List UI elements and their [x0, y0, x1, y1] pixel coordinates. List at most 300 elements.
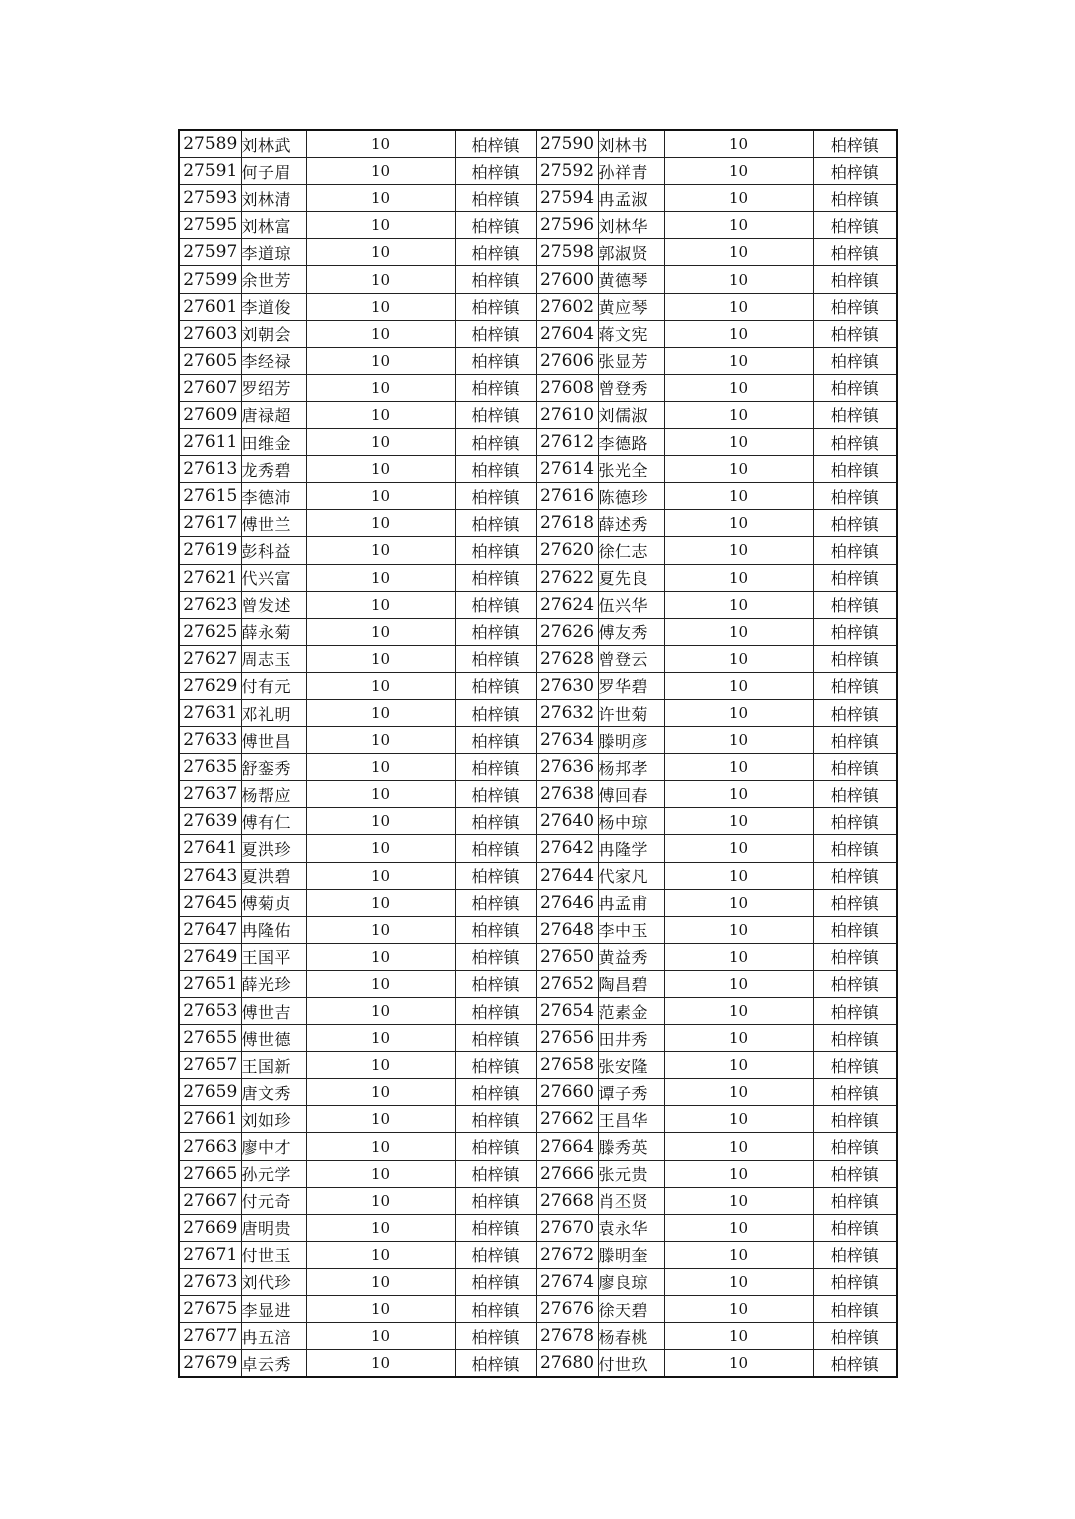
table-row	[179, 1268, 897, 1295]
left-town: 柏梓镇	[455, 618, 536, 645]
right-town: 柏梓镇	[813, 916, 897, 943]
right-record-id: 27624	[536, 591, 598, 618]
right-amount: 10	[664, 185, 813, 212]
right-town: 柏梓镇	[813, 1187, 897, 1214]
left-record-id: 27597	[179, 239, 241, 266]
right-person-name: 刘林书	[598, 130, 664, 158]
table-row	[179, 835, 897, 862]
left-person-name: 薛光珍	[241, 970, 306, 997]
left-amount: 10	[306, 374, 455, 401]
right-amount: 10	[664, 835, 813, 862]
left-record-id: 27605	[179, 347, 241, 374]
left-amount: 10	[306, 1160, 455, 1187]
right-amount: 10	[664, 1106, 813, 1133]
right-record-id: 27634	[536, 727, 598, 754]
left-record-id: 27651	[179, 970, 241, 997]
left-amount: 10	[306, 998, 455, 1025]
table-row	[179, 645, 897, 672]
left-amount: 10	[306, 699, 455, 726]
right-amount: 10	[664, 158, 813, 185]
right-town: 柏梓镇	[813, 781, 897, 808]
right-record-id: 27640	[536, 808, 598, 835]
left-town: 柏梓镇	[455, 293, 536, 320]
right-amount: 10	[664, 374, 813, 401]
right-record-id: 27666	[536, 1160, 598, 1187]
right-amount: 10	[664, 320, 813, 347]
right-town: 柏梓镇	[813, 537, 897, 564]
left-record-id: 27615	[179, 483, 241, 510]
left-town: 柏梓镇	[455, 1052, 536, 1079]
right-person-name: 傅友秀	[598, 618, 664, 645]
right-record-id: 27636	[536, 754, 598, 781]
right-person-name: 孙祥青	[598, 158, 664, 185]
right-town: 柏梓镇	[813, 1323, 897, 1350]
right-town: 柏梓镇	[813, 1241, 897, 1268]
left-record-id: 27619	[179, 537, 241, 564]
left-person-name: 傅世德	[241, 1025, 306, 1052]
right-amount: 10	[664, 672, 813, 699]
right-record-id: 27604	[536, 320, 598, 347]
right-person-name: 张安隆	[598, 1052, 664, 1079]
right-town: 柏梓镇	[813, 645, 897, 672]
right-person-name: 罗华碧	[598, 672, 664, 699]
table-row	[179, 1106, 897, 1133]
left-amount: 10	[306, 130, 455, 158]
left-amount: 10	[306, 239, 455, 266]
right-town: 柏梓镇	[813, 618, 897, 645]
right-town: 柏梓镇	[813, 998, 897, 1025]
left-town: 柏梓镇	[455, 212, 536, 239]
left-amount: 10	[306, 808, 455, 835]
table-row	[179, 727, 897, 754]
left-person-name: 冉隆佑	[241, 916, 306, 943]
right-town: 柏梓镇	[813, 185, 897, 212]
left-amount: 10	[306, 1214, 455, 1241]
right-person-name: 徐天碧	[598, 1296, 664, 1323]
right-town: 柏梓镇	[813, 1079, 897, 1106]
left-amount: 10	[306, 618, 455, 645]
right-person-name: 蒋文宪	[598, 320, 664, 347]
left-amount: 10	[306, 1350, 455, 1378]
left-town: 柏梓镇	[455, 347, 536, 374]
left-record-id: 27629	[179, 672, 241, 699]
left-amount: 10	[306, 727, 455, 754]
left-record-id: 27673	[179, 1268, 241, 1295]
left-amount: 10	[306, 456, 455, 483]
left-amount: 10	[306, 347, 455, 374]
left-person-name: 卓云秀	[241, 1350, 306, 1378]
left-person-name: 夏洪碧	[241, 862, 306, 889]
right-record-id: 27614	[536, 456, 598, 483]
left-amount: 10	[306, 537, 455, 564]
right-person-name: 冉孟淑	[598, 185, 664, 212]
roster-table	[178, 129, 898, 1378]
right-record-id: 27652	[536, 970, 598, 997]
right-town: 柏梓镇	[813, 1133, 897, 1160]
left-town: 柏梓镇	[455, 239, 536, 266]
right-amount: 10	[664, 1025, 813, 1052]
right-person-name: 冉隆学	[598, 835, 664, 862]
left-person-name: 王国平	[241, 943, 306, 970]
left-person-name: 李经禄	[241, 347, 306, 374]
left-record-id: 27659	[179, 1079, 241, 1106]
right-amount: 10	[664, 537, 813, 564]
left-record-id: 27621	[179, 564, 241, 591]
right-person-name: 李德路	[598, 429, 664, 456]
left-town: 柏梓镇	[455, 727, 536, 754]
table-row	[179, 456, 897, 483]
right-record-id: 27670	[536, 1214, 598, 1241]
right-record-id: 27658	[536, 1052, 598, 1079]
left-amount: 10	[306, 1133, 455, 1160]
right-town: 柏梓镇	[813, 1296, 897, 1323]
table-row	[179, 130, 897, 158]
right-amount: 10	[664, 970, 813, 997]
left-person-name: 李道琼	[241, 239, 306, 266]
right-amount: 10	[664, 591, 813, 618]
left-town: 柏梓镇	[455, 1160, 536, 1187]
left-town: 柏梓镇	[455, 185, 536, 212]
right-town: 柏梓镇	[813, 1052, 897, 1079]
left-amount: 10	[306, 510, 455, 537]
right-record-id: 27676	[536, 1296, 598, 1323]
left-person-name: 傅世昌	[241, 727, 306, 754]
left-person-name: 孙元学	[241, 1160, 306, 1187]
right-amount: 10	[664, 239, 813, 266]
left-person-name: 杨帮应	[241, 781, 306, 808]
right-record-id: 27618	[536, 510, 598, 537]
left-record-id: 27671	[179, 1241, 241, 1268]
right-town: 柏梓镇	[813, 808, 897, 835]
table-row	[179, 672, 897, 699]
right-town: 柏梓镇	[813, 1350, 897, 1378]
left-town: 柏梓镇	[455, 754, 536, 781]
table-row	[179, 293, 897, 320]
right-record-id: 27644	[536, 862, 598, 889]
left-record-id: 27627	[179, 645, 241, 672]
right-record-id: 27596	[536, 212, 598, 239]
right-person-name: 刘儒淑	[598, 401, 664, 428]
left-amount: 10	[306, 1052, 455, 1079]
left-record-id: 27617	[179, 510, 241, 537]
table-row	[179, 185, 897, 212]
right-amount: 10	[664, 401, 813, 428]
left-record-id: 27623	[179, 591, 241, 618]
right-amount: 10	[664, 1268, 813, 1295]
left-town: 柏梓镇	[455, 537, 536, 564]
left-amount: 10	[306, 483, 455, 510]
left-person-name: 龙秀碧	[241, 456, 306, 483]
left-amount: 10	[306, 320, 455, 347]
left-town: 柏梓镇	[455, 1133, 536, 1160]
left-amount: 10	[306, 781, 455, 808]
right-amount: 10	[664, 1350, 813, 1378]
left-person-name: 刘林富	[241, 212, 306, 239]
right-person-name: 傅回春	[598, 781, 664, 808]
left-amount: 10	[306, 1268, 455, 1295]
right-record-id: 27598	[536, 239, 598, 266]
left-person-name: 唐明贵	[241, 1214, 306, 1241]
right-town: 柏梓镇	[813, 889, 897, 916]
right-town: 柏梓镇	[813, 266, 897, 293]
left-record-id: 27657	[179, 1052, 241, 1079]
right-town: 柏梓镇	[813, 1106, 897, 1133]
right-person-name: 杨邦孝	[598, 754, 664, 781]
right-record-id: 27674	[536, 1268, 598, 1295]
right-amount: 10	[664, 1214, 813, 1241]
right-town: 柏梓镇	[813, 158, 897, 185]
left-town: 柏梓镇	[455, 1214, 536, 1241]
right-amount: 10	[664, 456, 813, 483]
right-person-name: 许世菊	[598, 699, 664, 726]
left-town: 柏梓镇	[455, 1323, 536, 1350]
table-row	[179, 1214, 897, 1241]
right-amount: 10	[664, 483, 813, 510]
table-row	[179, 1133, 897, 1160]
right-town: 柏梓镇	[813, 239, 897, 266]
left-person-name: 周志玉	[241, 645, 306, 672]
table-row	[179, 1296, 897, 1323]
left-town: 柏梓镇	[455, 456, 536, 483]
left-record-id: 27643	[179, 862, 241, 889]
right-amount: 10	[664, 429, 813, 456]
table-row	[179, 483, 897, 510]
left-record-id: 27645	[179, 889, 241, 916]
left-record-id: 27663	[179, 1133, 241, 1160]
left-record-id: 27589	[179, 130, 241, 158]
right-town: 柏梓镇	[813, 1214, 897, 1241]
left-person-name: 刘林武	[241, 130, 306, 158]
left-record-id: 27665	[179, 1160, 241, 1187]
left-person-name: 李德沛	[241, 483, 306, 510]
right-town: 柏梓镇	[813, 347, 897, 374]
right-record-id: 27628	[536, 645, 598, 672]
table-row	[179, 1323, 897, 1350]
right-town: 柏梓镇	[813, 754, 897, 781]
right-town: 柏梓镇	[813, 456, 897, 483]
right-town: 柏梓镇	[813, 510, 897, 537]
right-town: 柏梓镇	[813, 943, 897, 970]
right-amount: 10	[664, 1241, 813, 1268]
left-amount: 10	[306, 1296, 455, 1323]
left-person-name: 舒銮秀	[241, 754, 306, 781]
table-row	[179, 374, 897, 401]
left-person-name: 唐文秀	[241, 1079, 306, 1106]
left-amount: 10	[306, 1323, 455, 1350]
table-row	[179, 1187, 897, 1214]
left-record-id: 27669	[179, 1214, 241, 1241]
left-town: 柏梓镇	[455, 564, 536, 591]
left-person-name: 李道俊	[241, 293, 306, 320]
right-person-name: 陈德珍	[598, 483, 664, 510]
right-record-id: 27610	[536, 401, 598, 428]
left-person-name: 付有元	[241, 672, 306, 699]
left-person-name: 傅菊贞	[241, 889, 306, 916]
right-person-name: 张光全	[598, 456, 664, 483]
table-row	[179, 1025, 897, 1052]
right-person-name: 伍兴华	[598, 591, 664, 618]
left-person-name: 邓礼明	[241, 699, 306, 726]
left-record-id: 27675	[179, 1296, 241, 1323]
right-record-id: 27616	[536, 483, 598, 510]
left-record-id: 27679	[179, 1350, 241, 1378]
left-person-name: 付元奇	[241, 1187, 306, 1214]
right-amount: 10	[664, 266, 813, 293]
left-amount: 10	[306, 591, 455, 618]
right-person-name: 杨中琼	[598, 808, 664, 835]
right-amount: 10	[664, 510, 813, 537]
left-town: 柏梓镇	[455, 699, 536, 726]
right-town: 柏梓镇	[813, 970, 897, 997]
right-town: 柏梓镇	[813, 727, 897, 754]
left-town: 柏梓镇	[455, 1025, 536, 1052]
right-record-id: 27600	[536, 266, 598, 293]
right-record-id: 27680	[536, 1350, 598, 1378]
left-person-name: 田维金	[241, 429, 306, 456]
left-town: 柏梓镇	[455, 781, 536, 808]
left-record-id: 27633	[179, 727, 241, 754]
left-record-id: 27653	[179, 998, 241, 1025]
right-town: 柏梓镇	[813, 401, 897, 428]
right-person-name: 王昌华	[598, 1106, 664, 1133]
right-amount: 10	[664, 998, 813, 1025]
right-amount: 10	[664, 293, 813, 320]
right-record-id: 27672	[536, 1241, 598, 1268]
left-record-id: 27593	[179, 185, 241, 212]
right-record-id: 27638	[536, 781, 598, 808]
left-town: 柏梓镇	[455, 1187, 536, 1214]
right-record-id: 27590	[536, 130, 598, 158]
left-record-id: 27649	[179, 943, 241, 970]
left-record-id: 27607	[179, 374, 241, 401]
left-record-id: 27677	[179, 1323, 241, 1350]
right-person-name: 谭子秀	[598, 1079, 664, 1106]
right-amount: 10	[664, 727, 813, 754]
right-person-name: 黄应琴	[598, 293, 664, 320]
right-amount: 10	[664, 347, 813, 374]
right-amount: 10	[664, 916, 813, 943]
right-town: 柏梓镇	[813, 1268, 897, 1295]
right-record-id: 27592	[536, 158, 598, 185]
left-amount: 10	[306, 266, 455, 293]
left-town: 柏梓镇	[455, 1296, 536, 1323]
table-row	[179, 998, 897, 1025]
left-record-id: 27611	[179, 429, 241, 456]
right-record-id: 27622	[536, 564, 598, 591]
left-town: 柏梓镇	[455, 266, 536, 293]
left-amount: 10	[306, 429, 455, 456]
right-town: 柏梓镇	[813, 212, 897, 239]
right-record-id: 27632	[536, 699, 598, 726]
left-amount: 10	[306, 564, 455, 591]
right-person-name: 代家凡	[598, 862, 664, 889]
left-record-id: 27667	[179, 1187, 241, 1214]
left-amount: 10	[306, 645, 455, 672]
table-row	[179, 916, 897, 943]
right-amount: 10	[664, 862, 813, 889]
right-person-name: 滕秀英	[598, 1133, 664, 1160]
table-row	[179, 618, 897, 645]
table-row	[179, 266, 897, 293]
left-person-name: 薛永菊	[241, 618, 306, 645]
left-amount: 10	[306, 1079, 455, 1106]
right-record-id: 27630	[536, 672, 598, 699]
left-person-name: 夏洪珍	[241, 835, 306, 862]
left-amount: 10	[306, 862, 455, 889]
left-town: 柏梓镇	[455, 1079, 536, 1106]
left-record-id: 27639	[179, 808, 241, 835]
table-row	[179, 889, 897, 916]
left-record-id: 27625	[179, 618, 241, 645]
right-amount: 10	[664, 1296, 813, 1323]
right-person-name: 李中玉	[598, 916, 664, 943]
right-record-id: 27594	[536, 185, 598, 212]
left-amount: 10	[306, 158, 455, 185]
left-town: 柏梓镇	[455, 1241, 536, 1268]
left-person-name: 彭科益	[241, 537, 306, 564]
left-person-name: 傅世兰	[241, 510, 306, 537]
left-amount: 10	[306, 835, 455, 862]
left-record-id: 27599	[179, 266, 241, 293]
left-record-id: 27641	[179, 835, 241, 862]
right-town: 柏梓镇	[813, 564, 897, 591]
table-row	[179, 158, 897, 185]
right-amount: 10	[664, 1323, 813, 1350]
right-town: 柏梓镇	[813, 429, 897, 456]
right-amount: 10	[664, 699, 813, 726]
table-row	[179, 591, 897, 618]
table-row	[179, 347, 897, 374]
right-person-name: 薛述秀	[598, 510, 664, 537]
left-person-name: 唐禄超	[241, 401, 306, 428]
right-amount: 10	[664, 781, 813, 808]
left-person-name: 余世芳	[241, 266, 306, 293]
right-town: 柏梓镇	[813, 699, 897, 726]
left-person-name: 刘代珍	[241, 1268, 306, 1295]
left-town: 柏梓镇	[455, 835, 536, 862]
right-amount: 10	[664, 1133, 813, 1160]
left-town: 柏梓镇	[455, 374, 536, 401]
right-town: 柏梓镇	[813, 1160, 897, 1187]
table-row	[179, 1052, 897, 1079]
right-person-name: 滕明奎	[598, 1241, 664, 1268]
table-row	[179, 429, 897, 456]
table-row	[179, 781, 897, 808]
left-amount: 10	[306, 212, 455, 239]
table-row	[179, 1160, 897, 1187]
right-record-id: 27608	[536, 374, 598, 401]
right-record-id: 27654	[536, 998, 598, 1025]
left-amount: 10	[306, 970, 455, 997]
table-row	[179, 510, 897, 537]
table-row	[179, 401, 897, 428]
left-person-name: 罗绍芳	[241, 374, 306, 401]
right-person-name: 曾登秀	[598, 374, 664, 401]
right-town: 柏梓镇	[813, 130, 897, 158]
right-amount: 10	[664, 1187, 813, 1214]
left-amount: 10	[306, 1106, 455, 1133]
right-record-id: 27662	[536, 1106, 598, 1133]
right-town: 柏梓镇	[813, 293, 897, 320]
left-town: 柏梓镇	[455, 916, 536, 943]
table-row	[179, 862, 897, 889]
left-record-id: 27631	[179, 699, 241, 726]
left-person-name: 付世玉	[241, 1241, 306, 1268]
left-town: 柏梓镇	[455, 672, 536, 699]
left-record-id: 27655	[179, 1025, 241, 1052]
left-person-name: 冉五涪	[241, 1323, 306, 1350]
left-amount: 10	[306, 293, 455, 320]
